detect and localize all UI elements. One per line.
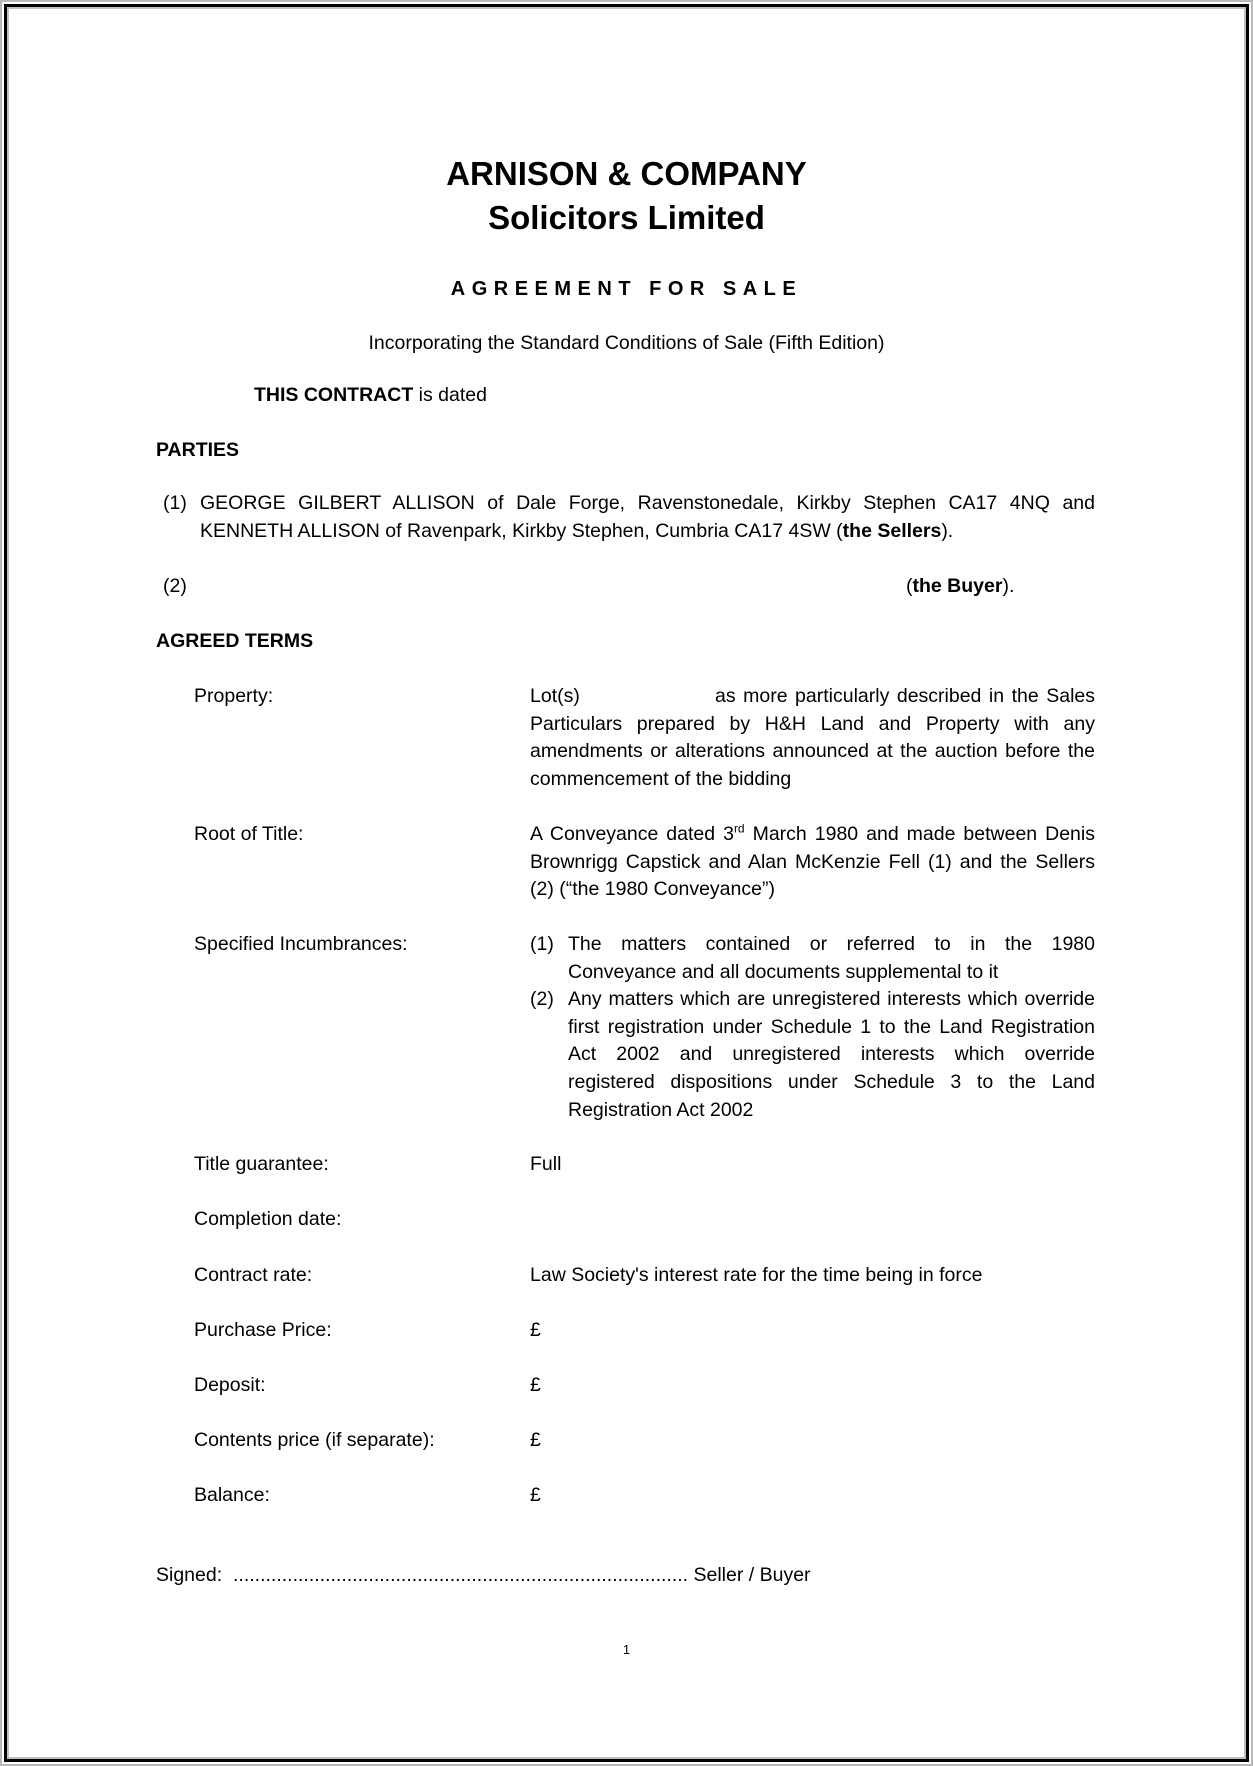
contents-price-label: Contents price (if separate): xyxy=(194,1429,435,1451)
firm-subname: Solicitors Limited xyxy=(488,199,765,236)
party-2: (the Buyer). xyxy=(906,575,1015,597)
title-guarantee-label: Title guarantee: xyxy=(194,1153,329,1175)
root-of-title-value: A Conveyance dated 3rd March 1980 and made between Denis Brownrigg Capstick and Alan McKenzie Fell (1) and the Sellers (2) (“the 1980 Conveyance”) xyxy=(530,821,1095,901)
incumbrance-item: (2) Any matters which are unregistered interests which override first registration under Schedule 1 to the Land Registration Act 2002 and unregistered interests which override registered dispositions under Schedule 3 to the Land Registration Act 2002 xyxy=(530,988,1095,1121)
incumbrances-list xyxy=(530,931,1095,1124)
deposit-value: £ xyxy=(530,1374,541,1396)
title-guarantee-value: Full xyxy=(530,1153,562,1175)
property-value: Lot(s) as more particularly described in the Sales Particulars prepared by H&H Land and Property with any amendments or alterations announced at the auction before the commencement of the bidding xyxy=(530,685,1101,790)
signature-line: Signed: .................................................................................... Seller / Buyer xyxy=(156,1564,811,1586)
balance-label: Balance: xyxy=(194,1484,270,1506)
purchase-price-label: Purchase Price: xyxy=(194,1319,332,1341)
agreed-terms-heading: AGREED TERMS xyxy=(156,630,314,652)
purchase-price-value: £ xyxy=(530,1319,541,1341)
party-1: GEORGE GILBERT ALLISON of Dale Forge, Ravenstonedale, Kirkby Stephen CA17 4NQ and KENNETH ALLISON of Ravenpark, Kirkby Stephen, Cumbria CA17 4SW (the Sellers). xyxy=(200,492,1095,542)
deposit-label: Deposit: xyxy=(194,1374,266,1396)
balance-value: £ xyxy=(530,1484,541,1506)
parties-heading: PARTIES xyxy=(156,439,240,461)
firm-name: ARNISON & COMPANY xyxy=(446,155,807,192)
contract-date-line: THIS CONTRACT is dated xyxy=(254,384,487,406)
contract-rate-label: Contract rate: xyxy=(194,1264,313,1286)
page-number: 1 xyxy=(622,1642,631,1657)
completion-date-label: Completion date: xyxy=(194,1208,342,1230)
contract-rate-value: Law Society's interest rate for the time being in force xyxy=(530,1264,983,1286)
incumbrance-item: (1) The matters contained or referred to in the 1980 Conveyance and all documents supplemental to it xyxy=(530,933,1095,983)
document-subtitle: Incorporating the Standard Conditions of Sale (Fifth Edition) xyxy=(368,332,885,354)
party-2-number: (2) xyxy=(163,575,187,597)
property-label: Property: xyxy=(194,685,274,707)
incumbrances-label: Specified Incumbrances: xyxy=(194,933,408,955)
document-title: AGREEMENT FOR SALE xyxy=(450,278,803,300)
contents-price-value: £ xyxy=(530,1429,541,1451)
root-of-title-label: Root of Title: xyxy=(194,823,304,845)
party-1-number: (1) xyxy=(163,492,187,514)
